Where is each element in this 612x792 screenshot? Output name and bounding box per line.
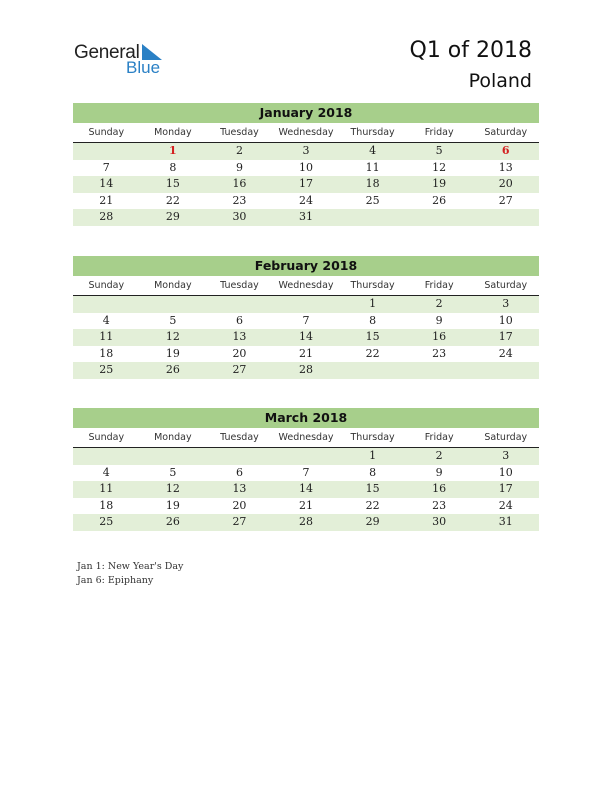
holiday-note: Jan 1: New Year's Day	[77, 561, 184, 572]
day-cell: 29	[165, 210, 180, 223]
day-cell: 25	[99, 363, 114, 376]
day-cell: 13	[498, 160, 513, 174]
day-cell: 19	[432, 177, 447, 190]
day-cell: 7	[302, 313, 310, 327]
day-cell: 3	[502, 449, 510, 462]
empty-day-cell	[273, 448, 340, 465]
day-cell: 23	[432, 498, 447, 512]
day-cell: 18	[99, 498, 114, 512]
day-cell: 5	[169, 465, 177, 479]
logo-blue-text: Blue	[126, 58, 161, 77]
day-cell: 26	[432, 193, 447, 207]
week-row	[73, 514, 539, 531]
day-cell: 31	[498, 515, 513, 528]
day-cell: 21	[299, 498, 314, 512]
week-row	[73, 209, 539, 226]
day-cell: 27	[232, 515, 247, 528]
weekday-label: Friday	[424, 127, 454, 138]
weekday-label: Wednesday	[278, 432, 334, 443]
day-cell: 15	[365, 482, 380, 495]
day-cell: 25	[365, 193, 380, 207]
weekday-label: Tuesday	[220, 127, 259, 138]
holiday-day-cell: 1	[169, 144, 177, 157]
logo-general-text: General	[74, 42, 140, 63]
empty-day-cell	[406, 362, 473, 379]
day-cell: 24	[498, 346, 513, 360]
day-cell: 19	[165, 498, 180, 512]
weekday-label: Friday	[424, 280, 454, 291]
day-cell: 17	[498, 482, 513, 495]
day-cell: 5	[435, 144, 443, 157]
day-cell: 28	[99, 210, 114, 223]
weekday-label: Saturday	[484, 280, 528, 291]
day-cell: 14	[99, 177, 114, 190]
day-cell: 4	[369, 144, 377, 157]
day-cell: 22	[365, 346, 380, 360]
weekday-label: Tuesday	[220, 432, 259, 443]
empty-day-cell	[273, 296, 340, 313]
day-cell: 13	[232, 482, 247, 495]
page-subtitle: Poland	[468, 70, 532, 92]
week-row	[73, 346, 539, 363]
month-calendar-january	[73, 103, 539, 226]
empty-day-cell	[73, 143, 140, 160]
day-cell: 27	[498, 193, 513, 207]
day-cell: 22	[365, 498, 380, 512]
day-cell: 17	[299, 177, 314, 190]
day-cell: 6	[235, 313, 243, 327]
day-cell: 20	[498, 177, 513, 190]
day-cell: 30	[432, 515, 447, 528]
day-cell: 5	[169, 313, 177, 327]
day-cell: 8	[169, 160, 177, 174]
week-row	[73, 329, 539, 346]
week-row	[73, 296, 539, 313]
empty-day-cell	[73, 448, 140, 465]
day-cell: 15	[165, 177, 180, 190]
day-cell: 2	[435, 297, 443, 310]
week-row	[73, 465, 539, 482]
day-cell: 9	[435, 465, 443, 479]
day-cell: 22	[165, 193, 180, 207]
weekday-header-row	[73, 430, 539, 448]
weekday-label: Monday	[154, 127, 192, 138]
weekday-label: Tuesday	[220, 280, 259, 291]
week-row	[73, 176, 539, 193]
day-cell: 7	[102, 160, 110, 174]
day-cell: 26	[165, 515, 180, 528]
weekday-label: Monday	[154, 280, 192, 291]
day-cell: 10	[498, 313, 513, 327]
day-cell: 9	[235, 160, 243, 174]
day-cell: 12	[165, 330, 180, 343]
empty-day-cell	[339, 209, 406, 226]
weekday-label: Wednesday	[278, 127, 334, 138]
day-cell: 20	[232, 346, 247, 360]
day-cell: 3	[502, 297, 510, 310]
empty-day-cell	[406, 209, 473, 226]
weekday-label: Sunday	[88, 432, 125, 443]
weekday-label: Thursday	[350, 432, 395, 443]
day-cell: 23	[432, 346, 447, 360]
day-cell: 14	[299, 482, 314, 495]
empty-day-cell	[140, 448, 207, 465]
weekday-label: Saturday	[484, 127, 528, 138]
day-cell: 28	[299, 363, 314, 376]
empty-day-cell	[472, 362, 539, 379]
day-cell: 21	[299, 346, 314, 360]
day-cell: 14	[299, 330, 314, 343]
day-cell: 17	[498, 330, 513, 343]
week-row	[73, 362, 539, 379]
holiday-notes	[77, 560, 183, 587]
empty-day-cell	[472, 209, 539, 226]
holiday-day-cell: 6	[501, 144, 510, 157]
day-cell: 7	[302, 465, 310, 479]
day-cell: 25	[99, 515, 114, 528]
day-cell: 10	[299, 160, 314, 174]
holiday-note: Jan 6: Epiphany	[77, 574, 154, 586]
day-cell: 27	[232, 363, 247, 376]
week-row	[73, 448, 539, 465]
day-cell: 23	[232, 193, 247, 207]
month-header: March 2018	[73, 408, 539, 428]
day-cell: 9	[435, 313, 443, 327]
day-cell: 1	[369, 449, 377, 462]
day-cell: 2	[435, 449, 443, 462]
month-header: January 2018	[73, 103, 539, 123]
week-row	[73, 143, 539, 160]
day-cell: 28	[299, 515, 314, 528]
weekday-label: Saturday	[484, 432, 528, 443]
day-cell: 24	[299, 193, 314, 207]
day-cell: 6	[235, 465, 243, 479]
day-cell: 12	[432, 160, 447, 174]
weekday-label: Thursday	[350, 280, 395, 291]
day-cell: 26	[165, 363, 180, 376]
day-cell: 16	[432, 330, 447, 343]
day-cell: 18	[99, 346, 114, 360]
day-cell: 4	[102, 313, 110, 327]
empty-day-cell	[339, 362, 406, 379]
day-cell: 16	[432, 482, 447, 495]
day-cell: 16	[232, 177, 247, 190]
page-title: Q1 of 2018	[409, 38, 532, 63]
week-row	[73, 498, 539, 515]
month-header: February 2018	[73, 256, 539, 276]
day-cell: 11	[99, 482, 114, 495]
day-cell: 29	[365, 515, 380, 528]
week-row	[73, 193, 539, 210]
day-cell: 21	[99, 193, 114, 207]
day-cell: 13	[232, 330, 247, 343]
day-cell: 20	[232, 498, 247, 512]
weekday-label: Friday	[424, 432, 454, 443]
weekday-label: Wednesday	[278, 280, 334, 291]
empty-day-cell	[206, 296, 273, 313]
empty-day-cell	[140, 296, 207, 313]
week-row	[73, 160, 539, 177]
week-row	[73, 481, 539, 498]
day-cell: 30	[232, 210, 247, 223]
empty-day-cell	[73, 296, 140, 313]
weekday-label: Monday	[154, 432, 192, 443]
day-cell: 18	[365, 177, 380, 190]
day-cell: 31	[299, 210, 314, 223]
day-cell: 12	[165, 482, 180, 495]
day-cell: 15	[365, 330, 380, 343]
day-cell: 2	[235, 144, 243, 157]
day-cell: 24	[498, 498, 513, 512]
weekday-label: Sunday	[88, 280, 125, 291]
weekday-label: Sunday	[88, 127, 125, 138]
day-cell: 4	[102, 465, 110, 479]
week-row	[73, 313, 539, 330]
weekday-header-row	[73, 278, 539, 296]
month-calendar-march	[73, 408, 539, 531]
day-cell: 8	[369, 313, 377, 327]
day-cell: 11	[365, 160, 380, 174]
weekday-label: Thursday	[350, 127, 395, 138]
empty-day-cell	[206, 448, 273, 465]
logo	[74, 42, 174, 78]
day-cell: 10	[498, 465, 513, 479]
day-cell: 3	[302, 144, 310, 157]
day-cell: 19	[165, 346, 180, 360]
day-cell: 8	[369, 465, 377, 479]
weekday-header-row	[73, 125, 539, 143]
month-calendar-february	[73, 256, 539, 379]
day-cell: 1	[369, 297, 377, 310]
day-cell: 11	[99, 330, 114, 343]
